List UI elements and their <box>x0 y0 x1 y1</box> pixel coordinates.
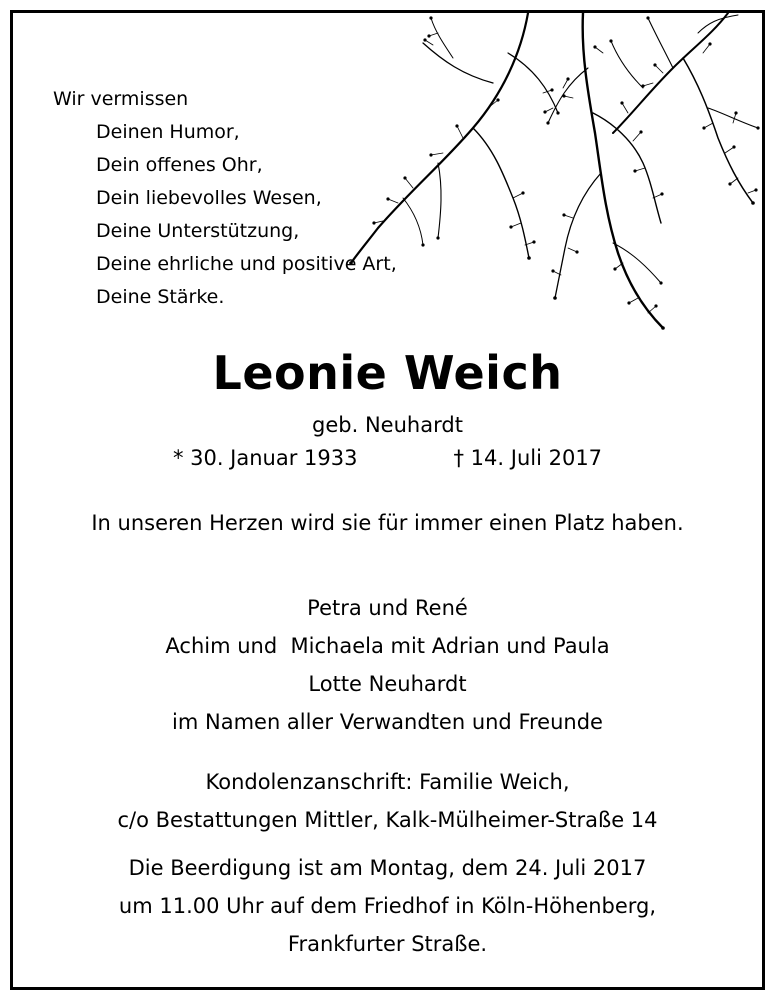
poem-intro: Wir vermissen <box>53 88 189 110</box>
address-line: Kondolenzanschrift: Familie Weich, <box>205 770 570 794</box>
funeral-line: Frankfurter Straße. <box>287 932 488 956</box>
obituary-notice <box>10 10 765 990</box>
poem-line: Deinen Humor, <box>96 121 240 143</box>
funeral-line: Die Beerdigung ist am Montag, dem 24. Juli 2017 <box>128 856 647 880</box>
bare-branches-icon <box>343 13 762 333</box>
poem-line: Dein liebevolles Wesen, <box>96 187 322 209</box>
mourners-list <box>13 589 762 741</box>
mourner-line: Achim und Michaela mit Adrian und Paula <box>165 634 610 658</box>
mourner-line: im Namen aller Verwandten und Freunde <box>172 710 603 734</box>
memorial-motto: In unseren Herzen wird sie für immer einen Platz haben. <box>91 511 684 535</box>
death-date: † 14. Juli 2017 <box>453 446 603 470</box>
condolence-address <box>13 763 762 839</box>
memorial-poem <box>53 83 397 314</box>
address-line: c/o Bestattungen Mittler, Kalk-Mülheimer-Straße 14 <box>117 808 658 832</box>
mourner-line: Lotte Neuhardt <box>308 672 467 696</box>
poem-line: Deine ehrliche und positive Art, <box>96 253 397 275</box>
funeral-line: um 11.00 Uhr auf dem Friedhof in Köln-Höhenberg, <box>118 894 657 918</box>
birth-date: * 30. Januar 1933 <box>172 446 358 470</box>
funeral-details <box>13 849 762 963</box>
birth-name: geb. Neuhardt <box>312 413 463 437</box>
poem-line: Deine Unterstützung, <box>96 220 300 242</box>
poem-line: Dein offenes Ohr, <box>96 154 263 176</box>
life-dates <box>13 446 762 470</box>
deceased-name: Leonie Weich <box>212 346 563 400</box>
mourner-line: Petra und René <box>307 596 468 620</box>
poem-line: Deine Stärke. <box>96 286 225 308</box>
